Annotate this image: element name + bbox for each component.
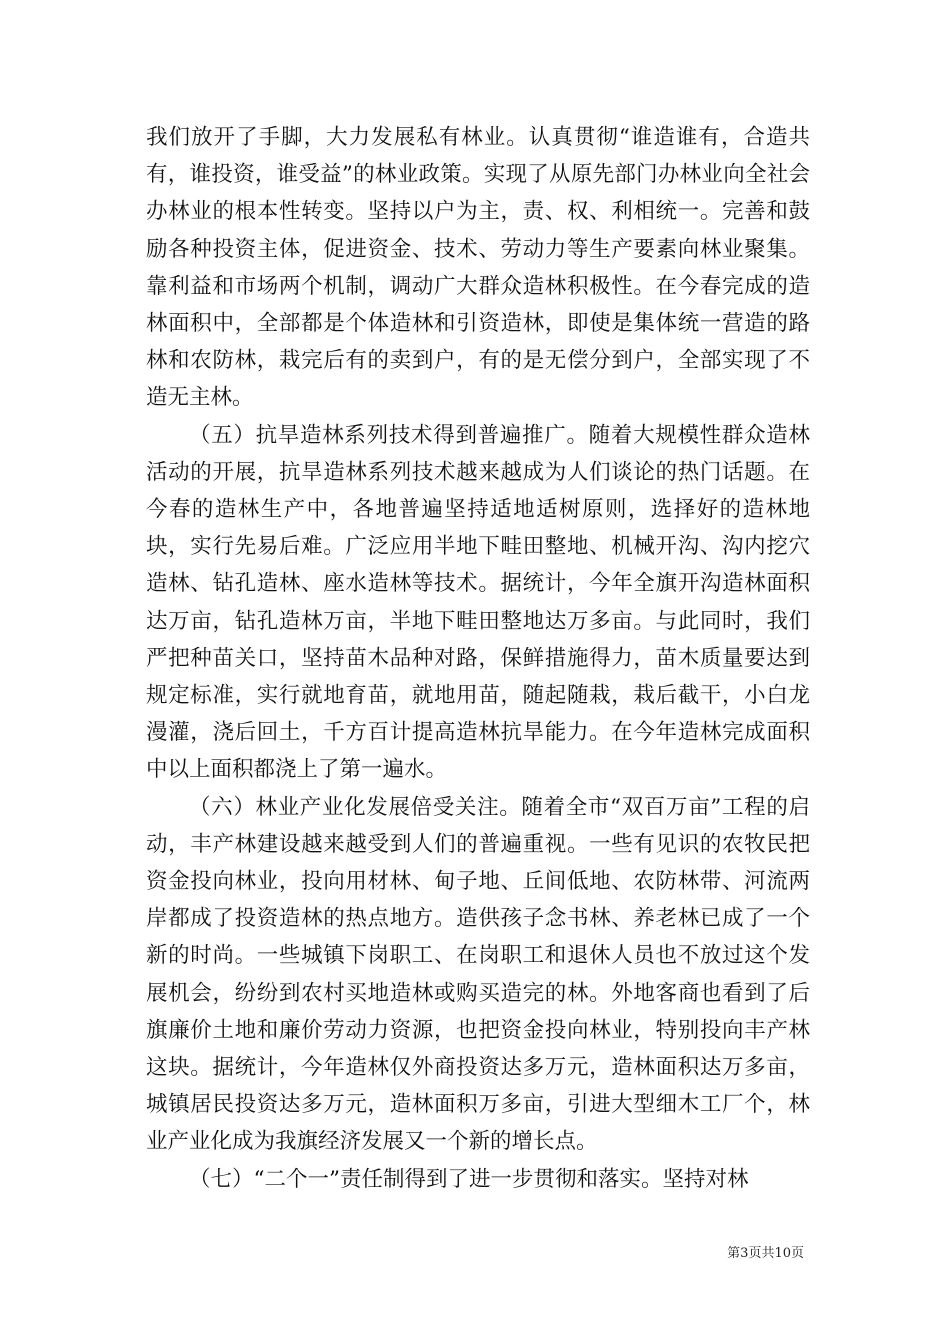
- page-number-footer: 第3页共10页: [727, 1246, 804, 1261]
- document-body: [146, 119, 810, 1198]
- paragraph-drought-technology: （五）抗旱造林系列技术得到普遍推广。随着大规模性群众造林活动的开展，抗旱造林系列技术越来越成为人们谈论的热门话题。在今春的造林生产中，各地普遍坚持适地适树原则，选择好的造林地块，实行先易后难。广泛应用半地下畦田整地、机械开沟、沟内挖穴造林、钻孔造林、座水造林等技术。据统计，今年全旗开沟造林面积达万亩，钻孔造林万亩，半地下畦田整地达万多亩。与此同时，我们严把种苗关口，坚持苗木品种对路，保鲜措施得力，苗木质量要达到规定标准，实行就地育苗，就地用苗，随起随栽，栽后截干，小白龙漫灌，浇后回土，千方百计提高造林抗旱能力。在今年造林完成面积中以上面积都浇上了第一遍水。: [146, 422, 810, 783]
- paragraph-private-forestry: 我们放开了手脚，大力发展私有林业。认真贯彻“谁造谁有，合造共有，谁投资，谁受益”的林业政策。实现了从原先部门办林业向全社会办林业的根本性转变。坚持以户为主，责、权、利相统一。完善和鼓励各种投资主体，促进资金、技术、劳动力等生产要素向林业聚集。靠利益和市场两个机制，调动广大群众造林积极性。在今春完成的造林面积中，全部都是个体造林和引资造林，即使是集体统一营造的路林和农防林，栽完后有的卖到户，有的是无偿分到户，全部实现了不造无主林。: [146, 125, 810, 411]
- paragraph-forestry-industrialization: （六）林业产业化发展倍受关注。随着全市“双百万亩”工程的启动，丰产林建设越来越受到人们的普遍重视。一些有见识的农牧民把资金投向林业，投向用材林、甸子地、丘间低地、农防林带、河流两岸都成了投资造林的热点地方。造供孩子念书林、养老林已成了一个新的时尚。一些城镇下岗职工、在岗职工和退休人员也不放过这个发展机会，纷纷到农村买地造林或购买造完的林。外地客商也看到了后旗廉价土地和廉价劳动力资源，也把资金投向林业，特别投向丰产林这块。据统计，今年造林仅外商投资达多万元，造林面积达万多亩，城镇居民投资达多万元，造林面积万多亩，引进大型细木工厂个，林业产业化成为我旗经济发展又一个新的增长点。: [146, 794, 810, 1155]
- paragraph-responsibility-system: （七）“二个一”责任制得到了进一步贯彻和落实。坚持对林: [189, 1166, 749, 1192]
